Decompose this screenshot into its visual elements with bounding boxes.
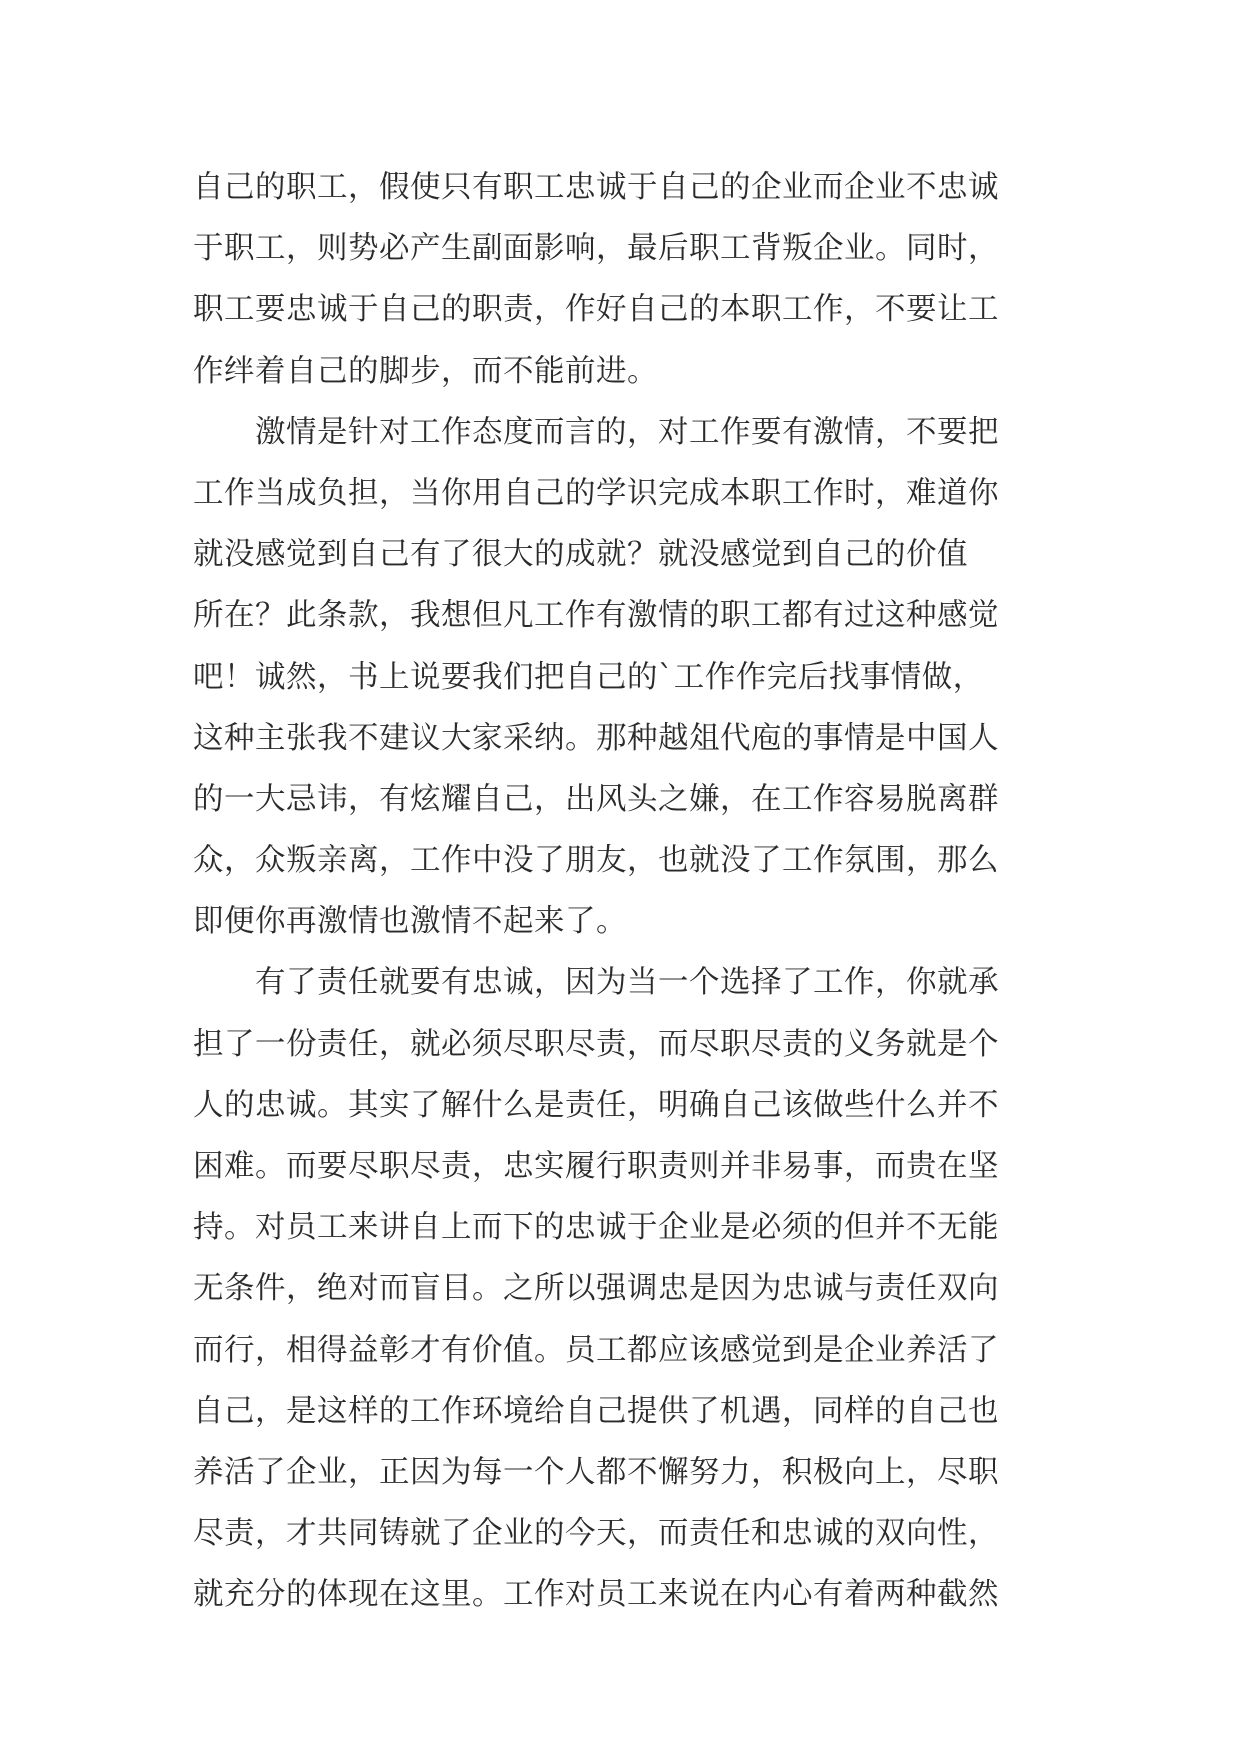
text-line: 就充分的体现在这里。工作对员工来说在内心有着两种截然 bbox=[193, 1577, 999, 1613]
text-line: 所在？此条款，我想但凡工作有激情的职工都有过这种感觉 bbox=[193, 598, 999, 634]
text-line: 于职工，则势必产生副面影响，最后职工背叛企业。同时， bbox=[193, 231, 999, 267]
body-text bbox=[193, 157, 1073, 1626]
text-line: 尽责，才共同铸就了企业的今天，而责任和忠诚的双向性， bbox=[193, 1516, 999, 1552]
text-line: 吧！诚然，书上说要我们把自己的`工作作完后找事情做， bbox=[193, 659, 984, 695]
text-line: 养活了企业，正因为每一个人都不懈努力，积极向上，尽职 bbox=[193, 1454, 999, 1490]
text-line: 有了责任就要有忠诚，因为当一个选择了工作，你就承 bbox=[193, 965, 999, 1001]
text-line: 这种主张我不建议大家采纳。那种越俎代庖的事情是中国人 bbox=[193, 720, 999, 756]
text-line: 众，众叛亲离，工作中没了朋友，也就没了工作氛围，那么 bbox=[193, 843, 999, 879]
text-line: 自己，是这样的工作环境给自己提供了机遇，同样的自己也 bbox=[193, 1393, 999, 1429]
text-line: 工作当成负担，当你用自己的学识完成本职工作时，难道你 bbox=[193, 475, 999, 511]
text-line: 无条件，绝对而盲目。之所以强调忠是因为忠诚与责任双向 bbox=[193, 1271, 999, 1307]
text-line: 人的忠诚。其实了解什么是责任，明确自己该做些什么并不 bbox=[193, 1087, 999, 1123]
text-line: 持。对员工来讲自上而下的忠诚于企业是必须的但并不无能 bbox=[193, 1210, 999, 1246]
text-line: 即便你再激情也激情不起来了。 bbox=[193, 904, 627, 940]
text-line: 就没感觉到自己有了很大的成就？就没感觉到自己的价值 bbox=[193, 537, 968, 573]
text-line: 激情是针对工作态度而言的，对工作要有激情，不要把 bbox=[193, 414, 999, 450]
text-line: 困难。而要尽职尽责，忠实履行职责则并非易事，而贵在坚 bbox=[193, 1149, 999, 1184]
text-line: 职工要忠诚于自己的职责，作好自己的本职工作，不要让工 bbox=[193, 292, 999, 328]
text-line: 而行，相得益彰才有价值。员工都应该感觉到是企业养活了 bbox=[193, 1332, 999, 1368]
text-line: 担了一份责任，就必须尽职尽责，而尽职尽责的义务就是个 bbox=[193, 1026, 999, 1062]
text-line: 自己的职工，假使只有职工忠诚于自己的企业而企业不忠诚 bbox=[193, 170, 999, 205]
text-line: 作绊着自己的脚步，而不能前进。 bbox=[193, 353, 658, 389]
text-line: 的一大忌讳，有炫耀自己，出风头之嫌，在工作容易脱离群 bbox=[193, 781, 999, 817]
